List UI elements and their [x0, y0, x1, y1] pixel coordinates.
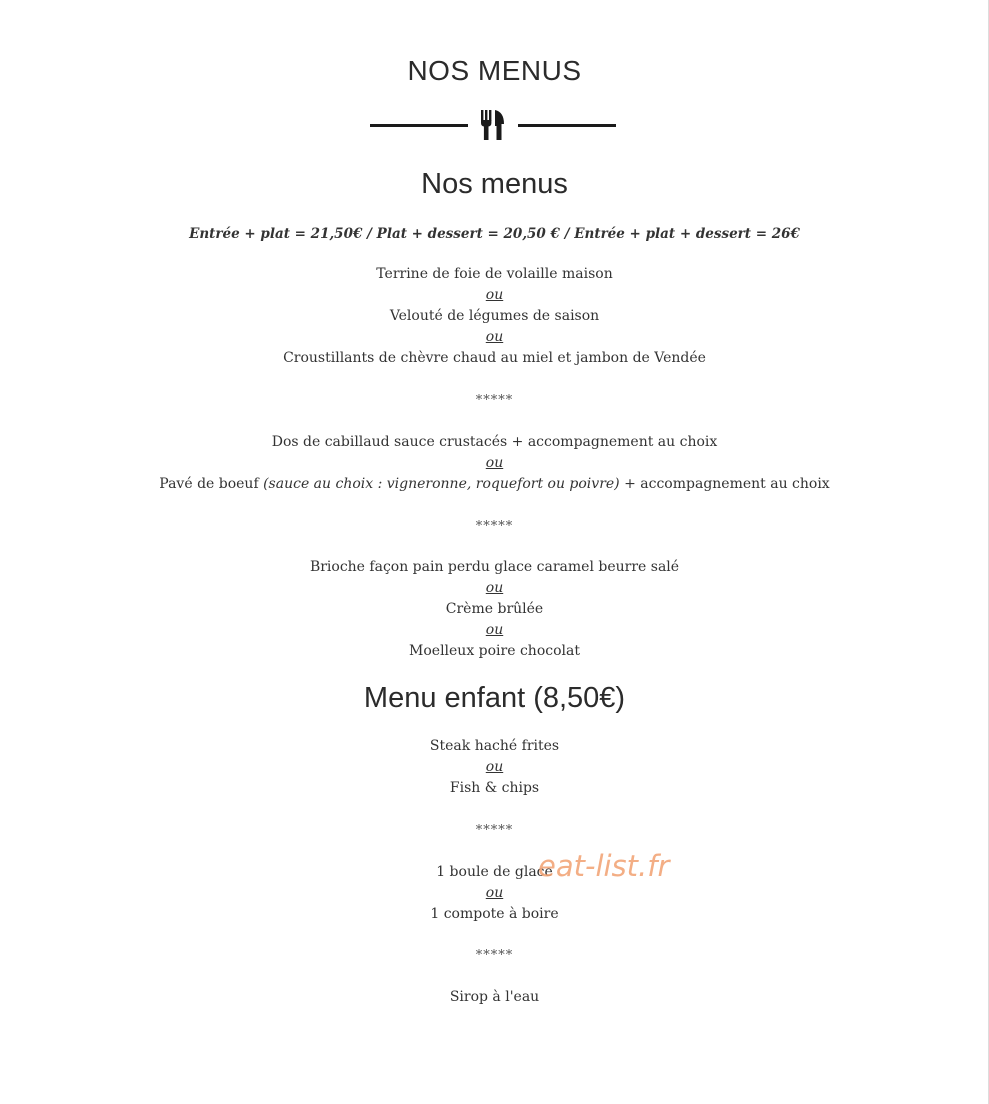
dessert-2: Crème brûlée: [445, 601, 544, 617]
or-separator: ou: [485, 580, 504, 596]
enfant-boisson: Sirop à l'eau: [449, 989, 540, 1005]
course-separator: *****: [475, 948, 514, 963]
dessert-1: Brioche façon pain perdu glace caramel beurre salé: [309, 559, 680, 575]
entree-3: Croustillants de chèvre chaud au miel et jambon de Vendée: [283, 350, 706, 366]
plat-1: Dos de cabillaud sauce crustacés + accompagnement au choix: [271, 434, 718, 450]
title-divider: [370, 108, 616, 142]
divider-line-right: [518, 124, 616, 127]
watermark: eat-list.fr: [538, 849, 670, 883]
plat-2: [0, 474, 989, 495]
section-title-menus: Nos menus: [421, 168, 568, 200]
or-separator: ou: [485, 885, 504, 901]
course-separator: *****: [475, 393, 514, 408]
section-title-enfant: Menu enfant (8,50€): [363, 682, 626, 714]
enfant-dessert-1: 1 boule de glace: [436, 864, 553, 880]
course-separator: *****: [475, 519, 514, 534]
entree-1: Terrine de foie de volaille maison: [376, 266, 613, 282]
enfant-plat-1: Steak haché frites: [429, 738, 560, 754]
entree-2: Velouté de légumes de saison: [389, 308, 600, 324]
menu-prices: Entrée + plat = 21,50€ / Plat + dessert = 20,50 € / Entrée + plat + dessert = 26€: [189, 226, 800, 242]
or-separator: ou: [485, 622, 504, 638]
divider-line-left: [370, 124, 468, 127]
enfant-dessert-2: 1 compote à boire: [430, 906, 559, 922]
plat-2-main: Pavé de boeuf: [159, 476, 264, 492]
course-separator: *****: [475, 823, 514, 838]
fork-knife-icon: [480, 108, 506, 142]
plat-2-end: + accompagnement au choix: [619, 476, 830, 492]
or-separator: ou: [485, 329, 504, 345]
or-separator: ou: [485, 287, 504, 303]
plat-2-sauce: (sauce au choix : vigneronne, roquefort ou poivre): [263, 476, 620, 492]
dessert-3: Moelleux poire chocolat: [409, 643, 580, 659]
enfant-plat-2: Fish & chips: [449, 780, 540, 796]
or-separator: ou: [485, 759, 504, 775]
page-title: NOS MENUS: [407, 55, 582, 86]
or-separator: ou: [485, 455, 504, 471]
